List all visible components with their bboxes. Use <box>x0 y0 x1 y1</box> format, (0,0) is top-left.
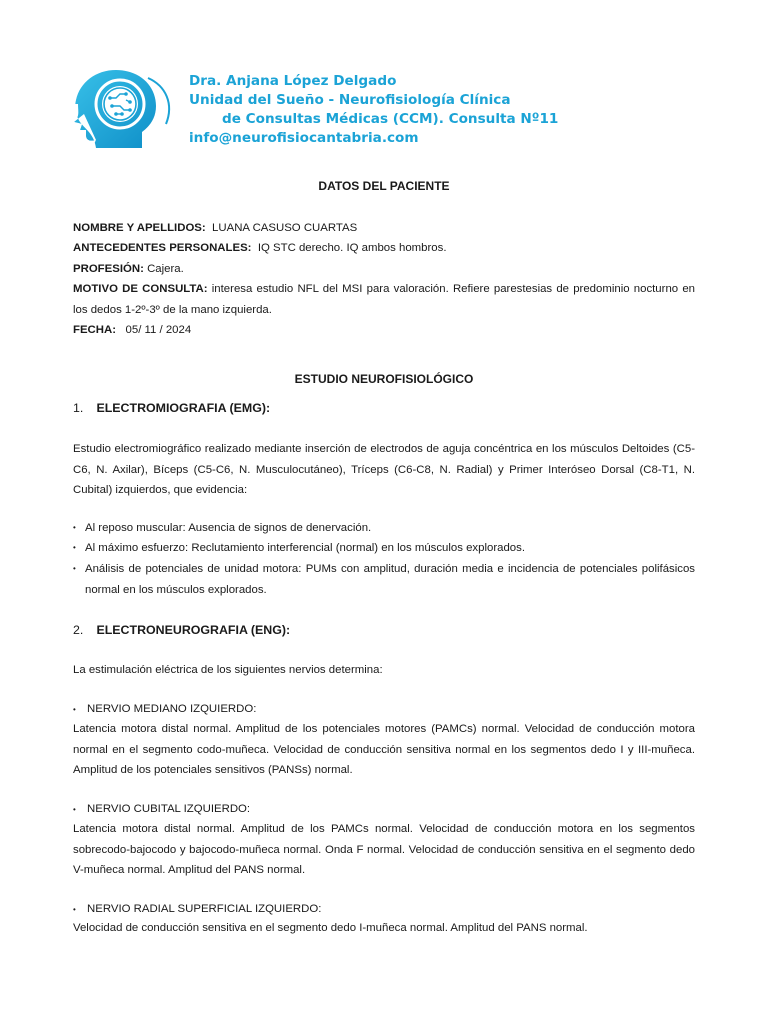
emg-bullet-1: Al reposo muscular: Ausencia de signos de denervación. <box>85 522 372 534</box>
patient-reason-value: interesa estudio NFL del MSI para valoración. Refiere parestesias de predominio nocturno en los dedos 1-2º-3º de la mano izquierda. <box>73 283 695 316</box>
patient-profession-row <box>73 259 695 280</box>
nerve-heading <box>73 699 256 721</box>
patient-section-title: DATOS DEL PACIENTE <box>318 179 450 193</box>
unit-line-1: Unidad del Sueño - Neurofisiología Clínica <box>189 92 511 108</box>
emg-number: 1. <box>73 401 84 415</box>
eng-number: 2. <box>73 623 84 637</box>
eng-title: ELECTRONEUROGRAFIA (ENG): <box>96 623 291 637</box>
eng-heading <box>73 620 695 641</box>
patient-history-label: ANTECEDENTES PERSONALES: <box>73 242 252 254</box>
bullet-icon: • <box>73 564 76 573</box>
clinic-header <box>189 72 558 148</box>
patient-history-value: IQ STC derecho. IQ ambos hombros. <box>257 242 447 254</box>
patient-name-row <box>73 218 695 239</box>
emg-heading <box>73 398 695 419</box>
patient-name-label: NOMBRE Y APELLIDOS: <box>73 222 206 234</box>
contact-email[interactable]: info@neurofisiocantabria.com <box>189 130 419 146</box>
patient-date-label: FECHA: <box>73 324 117 336</box>
nerve-3-text: Velocidad de conducción sensitiva en el segmento dedo I-muñeca normal. Amplitud del PANS normal. <box>73 922 588 934</box>
patient-profession-label: PROFESIÓN: <box>73 263 144 275</box>
nerve-2-text: Latencia motora distal normal. Amplitud de los PAMCs normal. Velocidad de conducción motora en los segmentos sobrecodo-bajocodo y bajocodo-muñeca normal. Onda F normal. Velocidad de conducción sensitiva en el segmento dedo V-muñeca normal. Amplitud del PANS normal. <box>73 823 695 876</box>
head-brain-icon <box>70 64 182 150</box>
patient-date-row <box>73 320 695 341</box>
list-item <box>73 559 695 600</box>
nerve-2-name: NERVIO CUBITAL IZQUIERDO: <box>87 803 251 815</box>
emg-title: ELECTROMIOGRAFIA (EMG): <box>96 401 271 415</box>
list-item <box>73 518 695 539</box>
nerve-3-name: NERVIO RADIAL SUPERFICIAL IZQUIERDO: <box>87 903 322 915</box>
doctor-name: Dra. Anjana López Delgado <box>189 73 397 89</box>
study-title: ESTUDIO NEUROFISIOLÓGICO <box>294 372 474 386</box>
bullet-icon: • <box>73 543 76 552</box>
patient-reason-row <box>73 279 695 320</box>
patient-reason-label: MOTIVO DE CONSULTA: <box>73 283 208 295</box>
nerve-1-name: NERVIO MEDIANO IZQUIERDO: <box>87 703 257 715</box>
patient-profession-value: Cajera. <box>147 263 184 275</box>
patient-date-value: 05/ 11 / 2024 <box>125 324 192 336</box>
emg-bullet-3: Análisis de potenciales de unidad motora: PUMs con amplitud, duración media e incidencia de potenciales polifásicos normal en los músculos explorados. <box>85 563 695 596</box>
unit-line-2: de Consultas Médicas (CCM). Consulta Nº11 <box>222 111 559 127</box>
bullet-icon: • <box>73 523 76 532</box>
nerve-1-text: Latencia motora distal normal. Amplitud de los potenciales motores (PAMCs) normal. Velocidad de conducción motora normal en el segmento codo-muñeca. Velocidad de conducción sensitiva normal en los segmentos dedo I y III-muñeca. Amplitud de los potenciales sensitivos (PANSs) normal. <box>73 723 695 776</box>
nerve-heading <box>73 799 250 821</box>
emg-intro: Estudio electromiográfico realizado mediante inserción de electrodos de aguja concéntrica en los músculos Deltoides (C5-C6, N. Axilar), Bíceps (C5-C6, N. Musculocutáneo), Tríceps (C6-C8, N. Radial) y Primer Interóseo Dorsal (C8-T1, N. Cubital) izquierdos, que evidencia: <box>73 443 695 496</box>
eng-intro: La estimulación eléctrica de los siguientes nervios determina: <box>73 664 383 676</box>
list-item <box>73 538 695 559</box>
patient-name-value: LUANA CASUSO CUARTAS <box>212 222 358 234</box>
emg-bullet-2: Al máximo esfuerzo: Reclutamiento interferencial (normal) en los músculos explorados. <box>85 542 525 554</box>
bullet-icon: • <box>73 705 76 714</box>
bullet-icon: • <box>73 905 76 914</box>
bullet-icon: • <box>73 805 76 814</box>
patient-history-row <box>73 238 695 259</box>
